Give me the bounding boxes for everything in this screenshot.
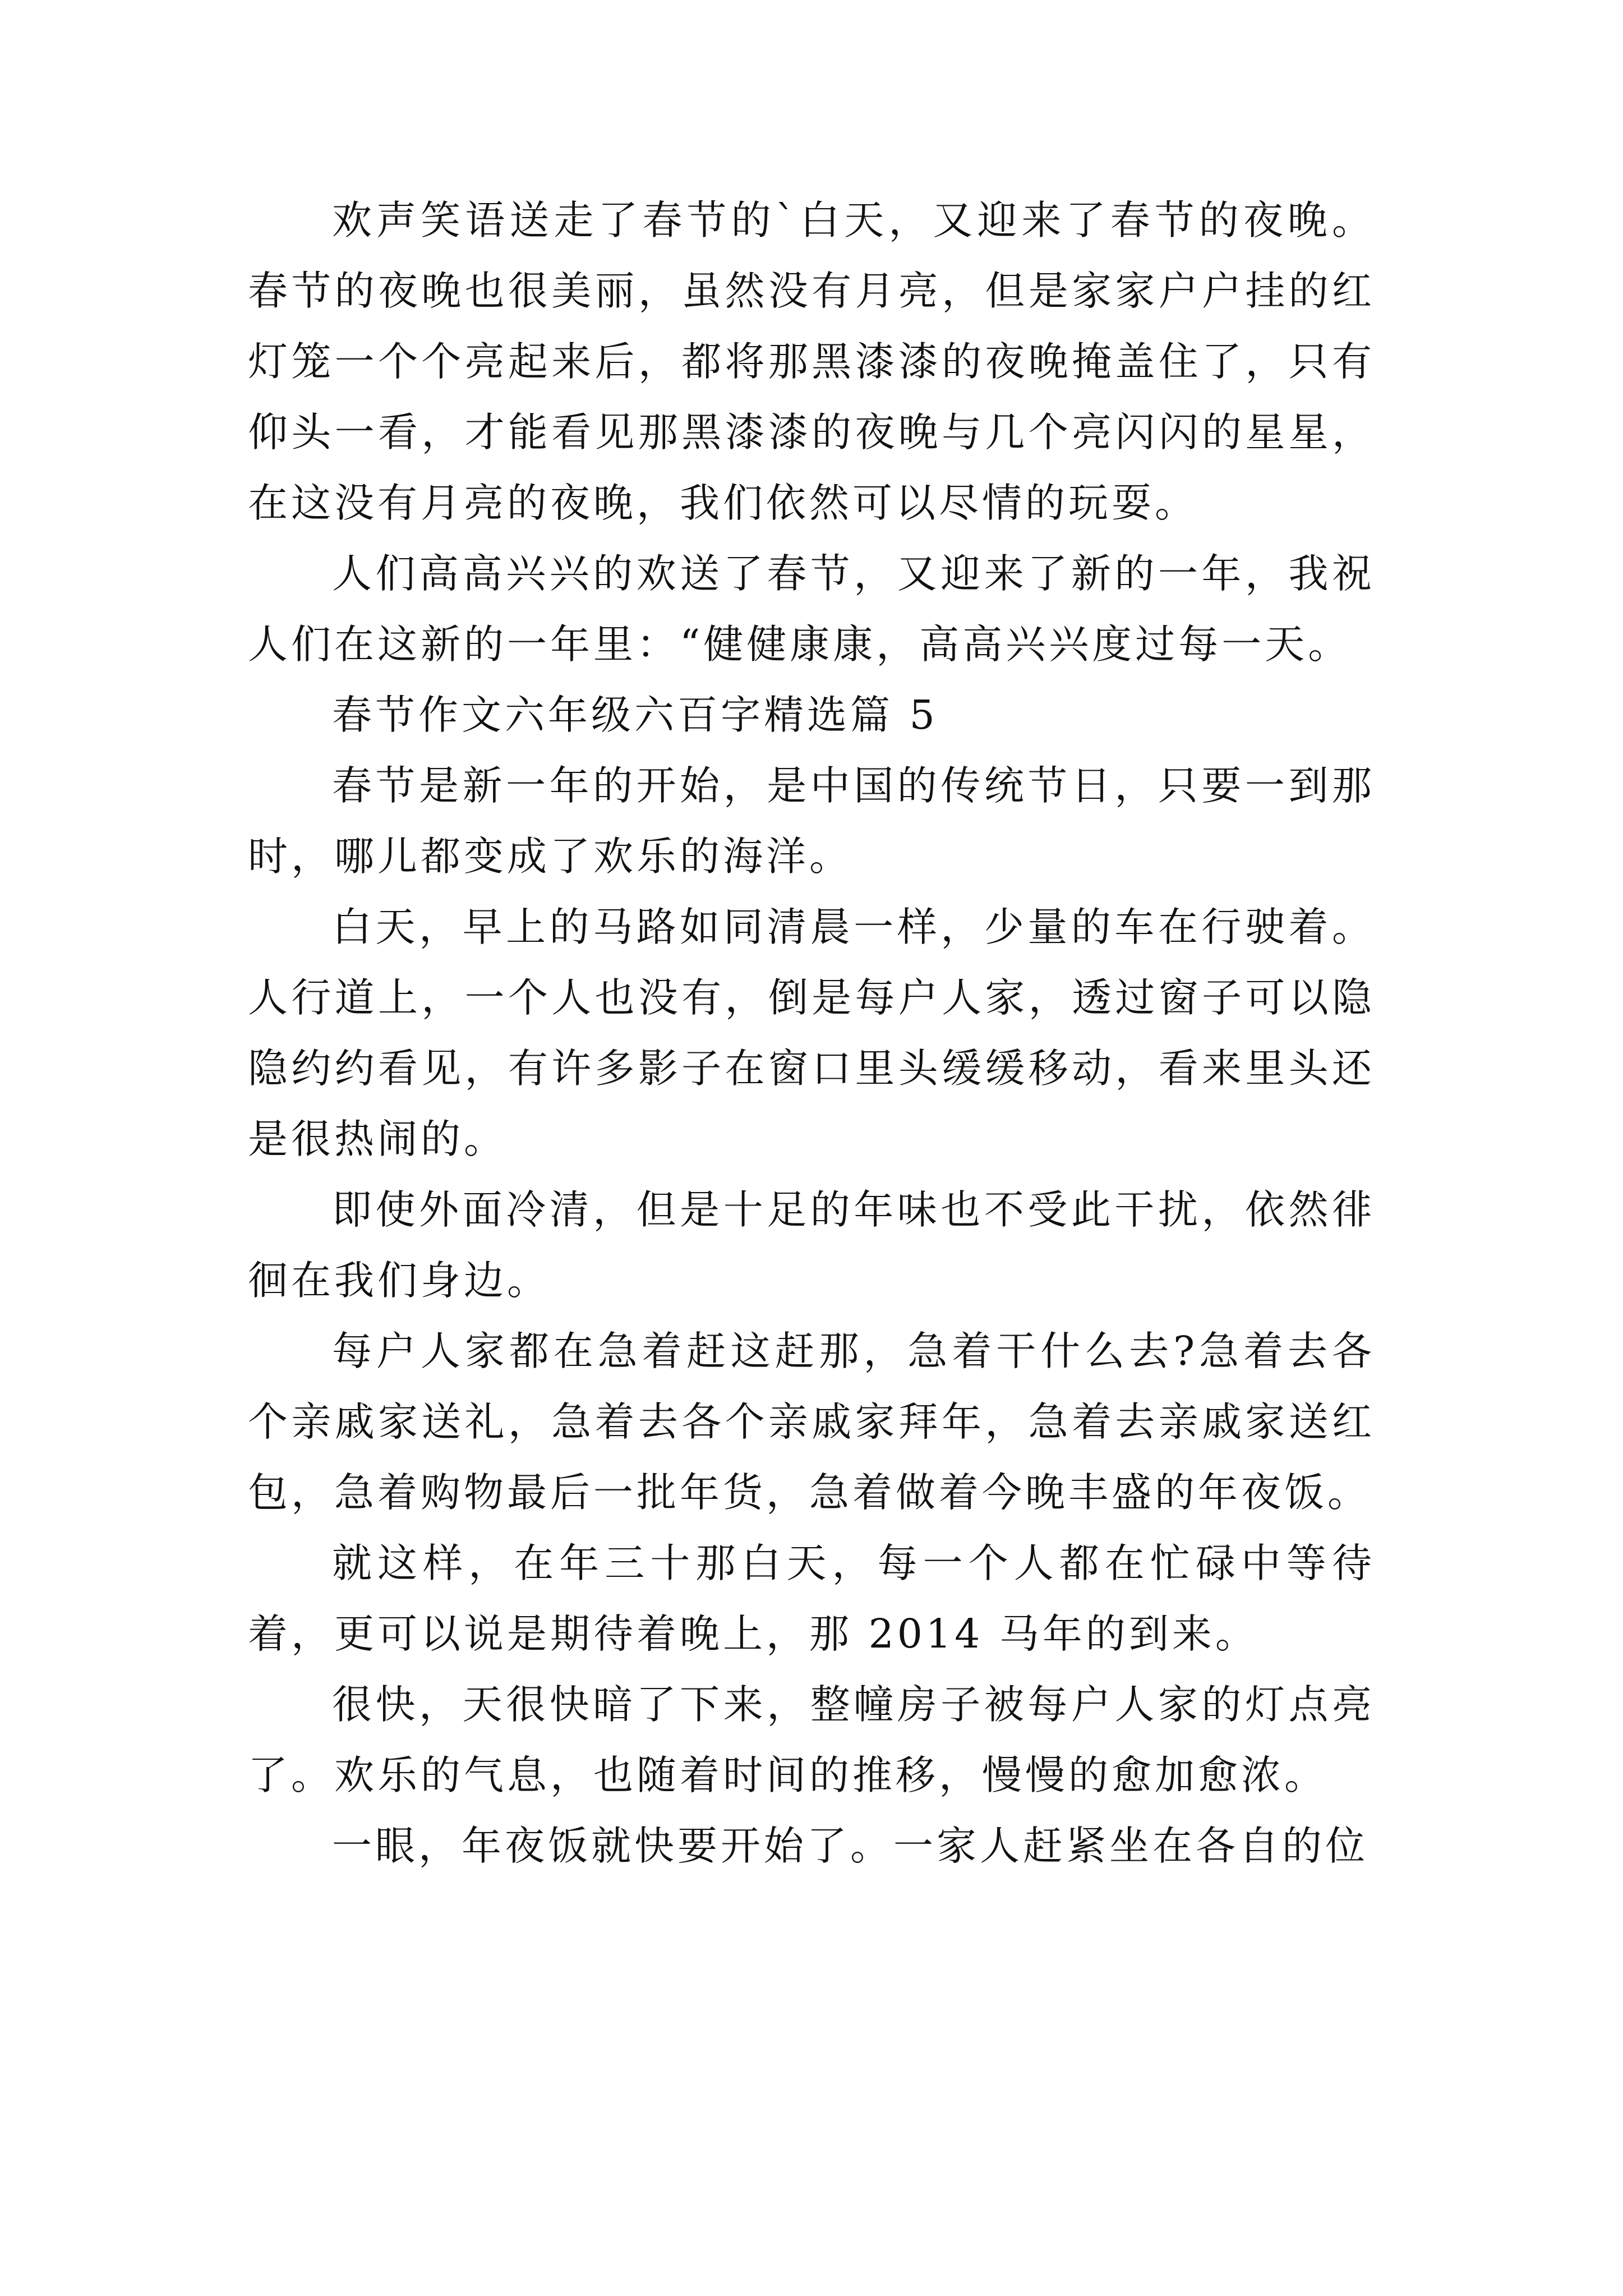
paragraph-5: 即使外面冷清，但是十足的年味也不受此干扰，依然徘徊在我们身边。 xyxy=(248,1186,1375,1304)
paragraph-6: 每户人家都在急着赶这赶那，急着干什么去?急着去各个亲戚家送礼，急着去各个亲戚家拜年，急着去亲戚家送红包，急着购物最后一批年货，急着做着今晚丰盛的年夜饭。 xyxy=(248,1328,1375,1516)
paragraph-1: 欢声笑语送走了春节的`白天，又迎来了春节的夜晚。春节的夜晚也很美丽，虽然没有月亮，但是家家户户挂的红灯笼一个个亮起来后，都将那黑漆漆的夜晚掩盖住了，只有仰头一看，才能看见那黑漆漆的夜晚与几个亮闪闪的星星，在这没有月亮的夜晚，我们依然可以尽情的玩耍。 xyxy=(248,197,1375,526)
document-body xyxy=(248,185,1375,1881)
section-heading: 春节作文六年级六百字精选篇 5 xyxy=(332,692,938,738)
paragraph-3: 春节是新一年的开始，是中国的传统节日，只要一到那时，哪儿都变成了欢乐的海洋。 xyxy=(248,762,1375,880)
paragraph-8: 很快，天很快暗了下来，整幢房子被每户人家的灯点亮了。欢乐的气息，也随着时间的推移，慢慢的愈加愈浓。 xyxy=(248,1681,1375,1798)
paragraph-9: 一眼，年夜饭就快要开始了。一家人赶紧坐在各自的位 xyxy=(332,1823,1369,1869)
paragraph-2: 人们高高兴兴的欢送了春节，又迎来了新的一年，我祝人们在这新的一年里：“健健康康，高高兴兴度过每一天。 xyxy=(248,550,1375,668)
paragraph-4: 白天，早上的马路如同清晨一样，少量的车在行驶着。人行道上，一个人也没有，倒是每户人家，透过窗子可以隐隐约约看见，有许多影子在窗口里头缓缓移动，看来里头还是很热闹的。 xyxy=(248,904,1375,1162)
paragraph-7: 就这样，在年三十那白天，每一个人都在忙碌中等待着，更可以说是期待着晚上，那 2014 马年的到来。 xyxy=(248,1540,1375,1657)
